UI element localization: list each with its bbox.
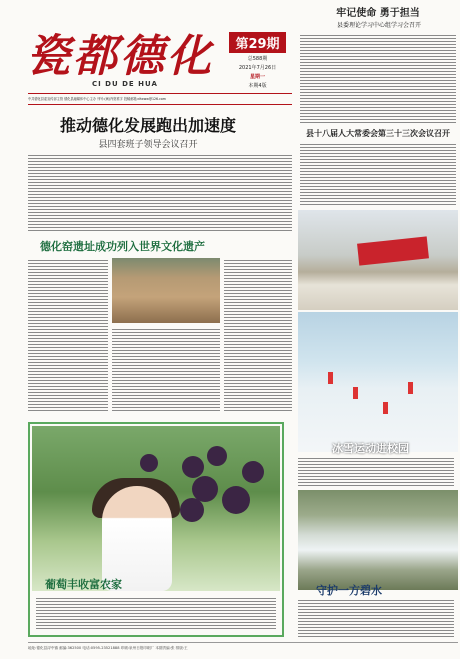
child-skier <box>353 387 358 399</box>
feature-body <box>36 596 276 630</box>
child-skier <box>328 372 333 384</box>
river-body <box>298 598 454 638</box>
issue-pages: 本期4版 <box>248 83 267 89</box>
kiln-photo <box>112 258 220 323</box>
river-photo <box>298 490 458 590</box>
right-headline-2: 县十八届人大常委会第三十三次会议召开 <box>306 129 450 138</box>
issue-date: 2021年7月26日 <box>238 65 277 71</box>
snow-caption: 冰雪运动进校园 <box>332 442 409 455</box>
publication-infobar: 中共德化县委宣传部主管 德化县融媒体中心主办 刊号:(闽)内资准字 投稿邮箱:dhxww@126.com <box>28 93 292 105</box>
right-subheadline: 县委理论学习中心组学习会召开 <box>336 22 421 29</box>
grape-feature <box>28 422 284 637</box>
river-caption: 守护一方碧水 <box>316 584 382 597</box>
right-body-1 <box>300 33 456 123</box>
grape-cluster <box>140 454 158 472</box>
issue-total: 总588期 <box>247 56 268 62</box>
newspaper-logo-en: CI DU DE HUA <box>92 80 158 88</box>
issue-number: 第29期 <box>229 32 286 53</box>
grape-photo <box>32 426 280 591</box>
grape-cluster <box>180 498 204 522</box>
child-skier <box>408 382 413 394</box>
grape-cluster <box>222 486 250 514</box>
issue-info <box>229 32 286 89</box>
page-footer: 地址:德化县浔中镇 邮编:362500 电话:0595-23521888 印刷:泉州日报印刷厂 本期责编:张 排版:王 <box>28 642 458 651</box>
right-body-2 <box>300 142 456 206</box>
issue-weekday: 星期一 <box>249 74 265 80</box>
right-kicker: 牢记使命 勇于担当 <box>336 8 420 19</box>
main-subheadline: 县四套班子领导会议召开 <box>98 140 198 150</box>
newspaper-logo: 瓷都德化 <box>26 31 214 82</box>
world-heritage-headline: 德化窑遗址成功列入世界文化遗产 <box>40 240 205 253</box>
child-skier <box>383 402 388 414</box>
grape-cluster <box>182 456 204 478</box>
world-heritage-body-mid <box>112 327 220 413</box>
masthead <box>0 0 290 90</box>
snow-sports-photo <box>298 312 458 452</box>
main-headline: 推动德化发展跑出加速度 <box>59 116 236 135</box>
main-story-body <box>28 153 292 231</box>
village-photo <box>298 210 458 310</box>
grape-cluster <box>242 461 264 483</box>
snow-body <box>298 456 454 486</box>
red-banner <box>357 236 429 265</box>
feature-title: 葡萄丰收富农家 <box>45 578 122 591</box>
world-heritage-body-right <box>224 258 292 413</box>
world-heritage-body-left <box>28 258 108 413</box>
grape-cluster <box>207 446 227 466</box>
